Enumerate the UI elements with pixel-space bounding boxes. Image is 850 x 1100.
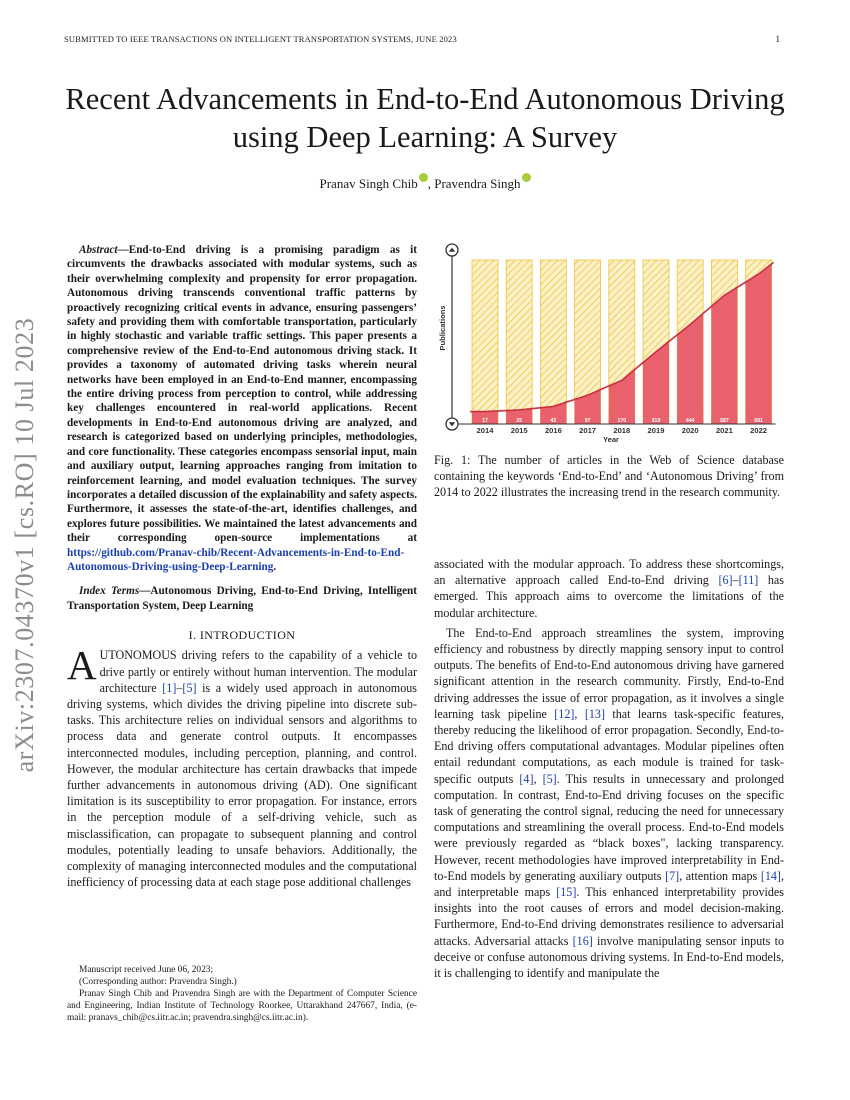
- citation-dash: –: [732, 573, 739, 588]
- paper-title: Recent Advancements in End-to-End Autonomous Driving using Deep Learning: A Survey: [65, 82, 785, 154]
- body-text: ,: [574, 706, 585, 721]
- citation-link[interactable]: [4]: [519, 771, 534, 786]
- author-line: [60, 173, 790, 192]
- citation-link[interactable]: [14]: [760, 868, 781, 883]
- x-tick-label: 2020: [681, 426, 699, 435]
- data-label: 444: [685, 417, 695, 424]
- citation-link[interactable]: [5]: [542, 771, 557, 786]
- citation-link[interactable]: [1]: [162, 680, 177, 695]
- bar-background: [506, 260, 532, 424]
- abstract-label: Abstract: [79, 244, 118, 256]
- citation-link[interactable]: [15]: [556, 885, 577, 900]
- x-tick-label: 2017: [579, 426, 597, 435]
- body-paragraph: [434, 556, 784, 621]
- running-header: SUBMITTED TO IEEE TRANSACTIONS ON INTELLIGENT TRANSPORTATION SYSTEMS, JUNE 2023: [64, 34, 457, 44]
- x-tick-label: 2022: [750, 426, 768, 435]
- abstract-text: End-to-End driving is a promising paradigm as it circumvents the drawbacks associated with modular systems, such as their overwhelming complexity and propensity for error propagation. Autonomous driving transcends conventional traffic patterns by proactively recognizing critical events in advance, ensuring passengers’ safety and providing them with comfortable transportation, particularly in highly stochastic and variable traffic settings. This paper presents a comprehensive review of the End-to-End autonomous driving stack. It provides a taxonomy of automated driving tasks wherein neural networks have been employed in an End-to-End manner, encompassing the entire driving process from perception to control, while addressing key challenges encountered in real-world applications. Recent developments in End-to-End autonomous driving are analyzed, and research is categorized based on underlying principles, methodologies, and core functionality. These categories encompass sensorial input, main and auxiliary output, learning approaches ranging from imitation to reinforcement learning, and model evaluation techniques. The survey incorporates a detailed discussion of the explainability and safety aspects. Furthermore, it assesses the state-of-the-art, identifies challenges, and explores future possibilities. We maintained the latest advancements and their corresponding open-source implementations at: [67, 244, 417, 545]
- x-tick-label: 2019: [647, 426, 665, 435]
- data-label: 25: [516, 417, 523, 424]
- citation-link[interactable]: [13]: [584, 706, 605, 721]
- data-label: 97: [584, 417, 591, 424]
- x-axis-label: Year: [602, 435, 620, 444]
- index-terms-dash: —: [139, 585, 151, 598]
- x-tick-label: 2018: [613, 426, 631, 435]
- abstract: [67, 243, 417, 574]
- orcid-icon[interactable]: [419, 173, 428, 182]
- citation-link[interactable]: [5]: [182, 680, 197, 695]
- index-terms-text: Autonomous Driving, End-to-End Driving, Intelligent Transportation System, Deep Learning: [67, 585, 417, 612]
- footnote-line: (Corresponding author: Pravendra Singh.): [79, 977, 237, 988]
- data-label: 170: [617, 417, 627, 424]
- citation-link[interactable]: [7]: [665, 868, 680, 883]
- right-column: [434, 556, 784, 981]
- x-tick-label: 2014: [476, 426, 494, 435]
- bar-background: [472, 260, 498, 424]
- section-heading: I. INTRODUCTION: [188, 628, 296, 643]
- citation-dash: –: [176, 680, 183, 695]
- body-text: The End-to-End approach streamlines the system, improving efficiency and robustness by directly mapping sensory input to control outputs. The benefits of End-to-End autonomous driving have garnered significant attention in the research community. Firstly, End-to-End driving addresses the issue of error propagation, as it involves a single learning task pipeline: [434, 625, 784, 721]
- citation-link[interactable]: [6]: [718, 573, 733, 588]
- footnote-line: Pranav Singh Chib and Pravendra Singh are with the Department of Computer Science and Engineering, Indian Institute of Technology Roorkee, Uttarakhand 247667, India, (e-mail: pranavs_chib@cs.iitr.ac.in; pravendra.singh@cs.iitr.ac.in).: [67, 989, 417, 1024]
- author-name: Pravendra Singh: [434, 176, 521, 191]
- body-text: associated with the modular approach. To address these shortcomings, an alternative approach called End-to-End driving: [434, 557, 784, 588]
- body-text: involve manipulating sensor inputs to deceive or confuse autonomous driving systems. In End-to-End models, it is challenging to identify and manipulate the: [434, 933, 784, 981]
- body-text: that learns task-specific features, thereby reducing the likelihood of error propagation. Secondly, End-to-End driving offers computational advantages. Modular pipelines often entail redundant computations, as each module is trained for task-specific outputs: [434, 706, 785, 786]
- repository-link[interactable]: https://github.com/Pranav-chib/Recent-Advancements-in-End-to-End-Autonomous-Driving-using-Deep-Learning: [67, 546, 405, 573]
- figure-caption: Fig. 1: The number of articles in the Web of Science database containing the keywords ‘End-to-End’ and ‘Autonomous Driving’ from 2014 to 2022 illustrates the increasing trend in the research community.: [434, 453, 784, 500]
- arxiv-identifier: arXiv:2307.04370v1 [cs.RO] 10 Jul 2023: [10, 317, 39, 773]
- index-terms-label: Index Terms: [79, 585, 140, 598]
- page-number: 1: [775, 34, 780, 44]
- x-tick-label: 2021: [715, 426, 733, 435]
- abstract-end: .: [273, 560, 277, 573]
- author-separator: ,: [427, 176, 435, 191]
- intro-text: UTONOMOUS driving refers to the capability of a vehicle to drive partly or entirely without human intervention. The modular architecture: [99, 648, 417, 695]
- abstract-dash: —: [117, 244, 129, 256]
- data-label: 587: [720, 417, 729, 424]
- data-label: 310: [651, 417, 661, 424]
- body-text: has emerged. This approach aims to overcome the limitations of the modular architecture.: [434, 573, 784, 620]
- drop-cap: A: [67, 642, 97, 689]
- x-tick-label: 2016: [544, 426, 562, 435]
- citation-link[interactable]: [11]: [738, 573, 759, 588]
- body-text: , attention maps: [679, 868, 761, 883]
- body-text: . This results in unnecessary and prolonged computation. In contrast, End-to-End driving focuses on the specific task of generating the control signal, reducing the need for unnecessary computations and streamlining the overall process. End-to-End models were previously regarded as “black boxes", lacking transparency. However, recent methodologies have improved interpretability in End-to-End models by generating auxiliary outputs: [434, 771, 785, 883]
- data-label: 17: [482, 417, 488, 424]
- footnote: [67, 964, 417, 1024]
- citation-link[interactable]: [16]: [572, 933, 593, 948]
- body-text: , and interpretable maps: [434, 868, 784, 900]
- author-name: Pranav Singh Chib: [319, 176, 418, 191]
- arxiv-stamp: [10, 300, 39, 790]
- intro-text: is a widely used approach in autonomous driving systems, which divides the driving pipeline into discrete sub-tasks. This architecture relies on individual sensors and algorithms to process data and generate control outputs. It encompasses interconnected modules, including perception, planning, and control. However, the modular architecture has certain drawbacks that impede further advancements in autonomous driving (AD). One significant limitation is its susceptibility to error propagation. For instance, errors in the perception module of a self-driving vehicle, such as misclassification, can propagate to subsequent planning and control modules, potentially leading to unsafe behaviors. Additionally, the complexity of managing interconnected modules and the computational inefficiency of processing data at each stage pose additional challenges: [67, 680, 417, 890]
- publications-chart: [436, 240, 786, 448]
- index-terms: [67, 584, 417, 613]
- footnote-line: Manuscript received June 06, 2023;: [79, 965, 214, 975]
- body-text: ,: [533, 771, 543, 786]
- intro-paragraph: [67, 642, 417, 890]
- orcid-icon[interactable]: [522, 173, 531, 182]
- left-column: [67, 243, 417, 890]
- data-label: 42: [550, 417, 557, 424]
- citation-link[interactable]: [12]: [554, 706, 575, 721]
- data-label: 691: [754, 417, 763, 424]
- body-paragraph: [434, 625, 784, 981]
- y-axis-label: Publications: [438, 305, 447, 351]
- x-tick-label: 2015: [510, 426, 528, 435]
- bar-background: [540, 260, 566, 424]
- body-text: . This enhanced interpretability provides insights into the root causes of errors and model decision-making. Furthermore, End-to-End driving demonstrates resilience to adversarial attacks. Adversarial attacks: [434, 885, 785, 948]
